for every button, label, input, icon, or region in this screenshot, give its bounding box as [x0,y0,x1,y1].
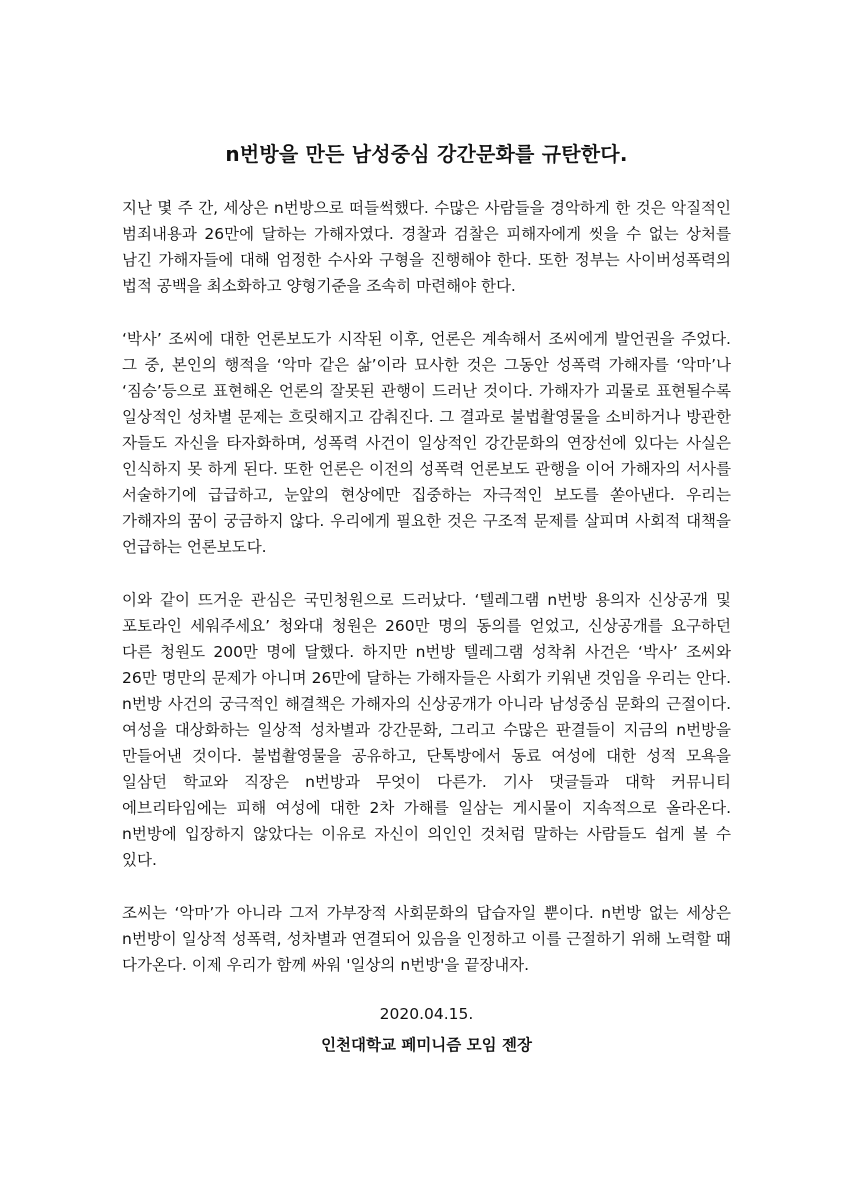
document-date: 2020.04.15. [379,1005,474,1023]
paragraph [122,587,731,873]
paragraph-text-4: 조씨는 ‘악마’가 아니라 그저 가부장적 사회문화의 답습자일 뿐이다. n번방 없는 세상은 n번방이 일상적 성폭력, 성차별과 연결되어 있음을 인정하고 이를 근절하기 위해 노력할 때 다가온다. 이제 우리가 함께 싸워 '일상의 n번방'을 끝장내자. [122,904,731,974]
paragraph [122,195,731,299]
document-title: n번방을 만든 남성중심 강간문화를 규탄한다. [225,142,628,166]
paragraph-text-1: 지난 몇 주 간, 세상은 n번방으로 떠들썩했다. 수많은 사람들을 경악하게 한 것은 악질적인 범죄내용과 26만에 달하는 가해자였다. 경찰과 검찰은 피해자에게 씻을 수 없는 상처를 남긴 가해자들에 대해 엄정한 수사와 구형을 진행해야 한다. 또한 정부는 사이버성폭력의 법적 공백을 최소화하고 양형기준을 조속히 마련해야 한다. [122,199,731,295]
document-signature: 인천대학교 페미니즘 모임 젠장 [321,1036,532,1054]
paragraph [122,326,731,560]
paragraph [122,900,731,978]
paragraph-text-2: ‘박사’ 조씨에 대한 언론보도가 시작된 이후, 언론은 계속해서 조씨에게 발언권을 주었다. 그 중, 본인의 행적을 ‘악마 같은 삶’이라 묘사한 것은 그동안 성폭력 가해자를 ‘악마’나 ‘짐승’등으로 표현해온 언론의 잘못된 관행이 드러난 것이다. 가해자가 괴물로 표현될수록 일상적인 성차별 문제는 흐릿해지고 감춰진다. 그 결과로 불법촬영물을 소비하거나 방관한 자들도 자신을 타자화하며, 성폭력 사건이 일상적인 강간문화의 연장선에 있다는 사실은 인식하지 못 하게 된다. 또한 언론은 이전의 성폭력 언론보도 관행을 이어 가해자의 서사를 서술하기에 급급하고, 눈앞의 현상에만 집중하는 자극적인 보도를 쏟아낸다. 우리는 가해자의 꿈이 궁금하지 않다. 우리에게 필요한 것은 구조적 문제를 살피며 사회적 대책을 언급하는 언론보도다. [122,330,731,556]
paragraph-text-3: 이와 같이 뜨거운 관심은 국민청원으로 드러났다. ‘텔레그램 n번방 용의자 신상공개 및 포토라인 세워주세요’ 청와대 청원은 260만 명의 동의를 얻었고, 신상공개를 요구하던 다른 청원도 200만 명에 달했다. 하지만 n번방 텔레그램 성착취 사건은 ‘박사’ 조씨와 26만 명만의 문제가 아니며 26만에 달하는 가해자들은 사회가 키워낸 것임을 우리는 안다. n번방 사건의 궁극적인 해결책은 가해자의 신상공개가 아니라 남성중심 문화의 근절이다. 여성을 대상화하는 일상적 성차별과 강간문화, 그리고 수많은 판결들이 지금의 n번방을 만들어낸 것이다. 불법촬영물을 공유하고, 단톡방에서 동료 여성에 대한 성적 모욕을 일삼던 학교와 직장은 n번방과 무엇이 다른가. 기사 댓글들과 대학 커뮤니티 에브리타임에는 피해 여성에 대한 2차 가해를 일삼는 게시물이 지속적으로 올라온다. n번방에 입장하지 않았다는 이유로 자신이 의인인 것처럼 말하는 사람들도 쉽게 볼 수 있다. [122,591,731,869]
